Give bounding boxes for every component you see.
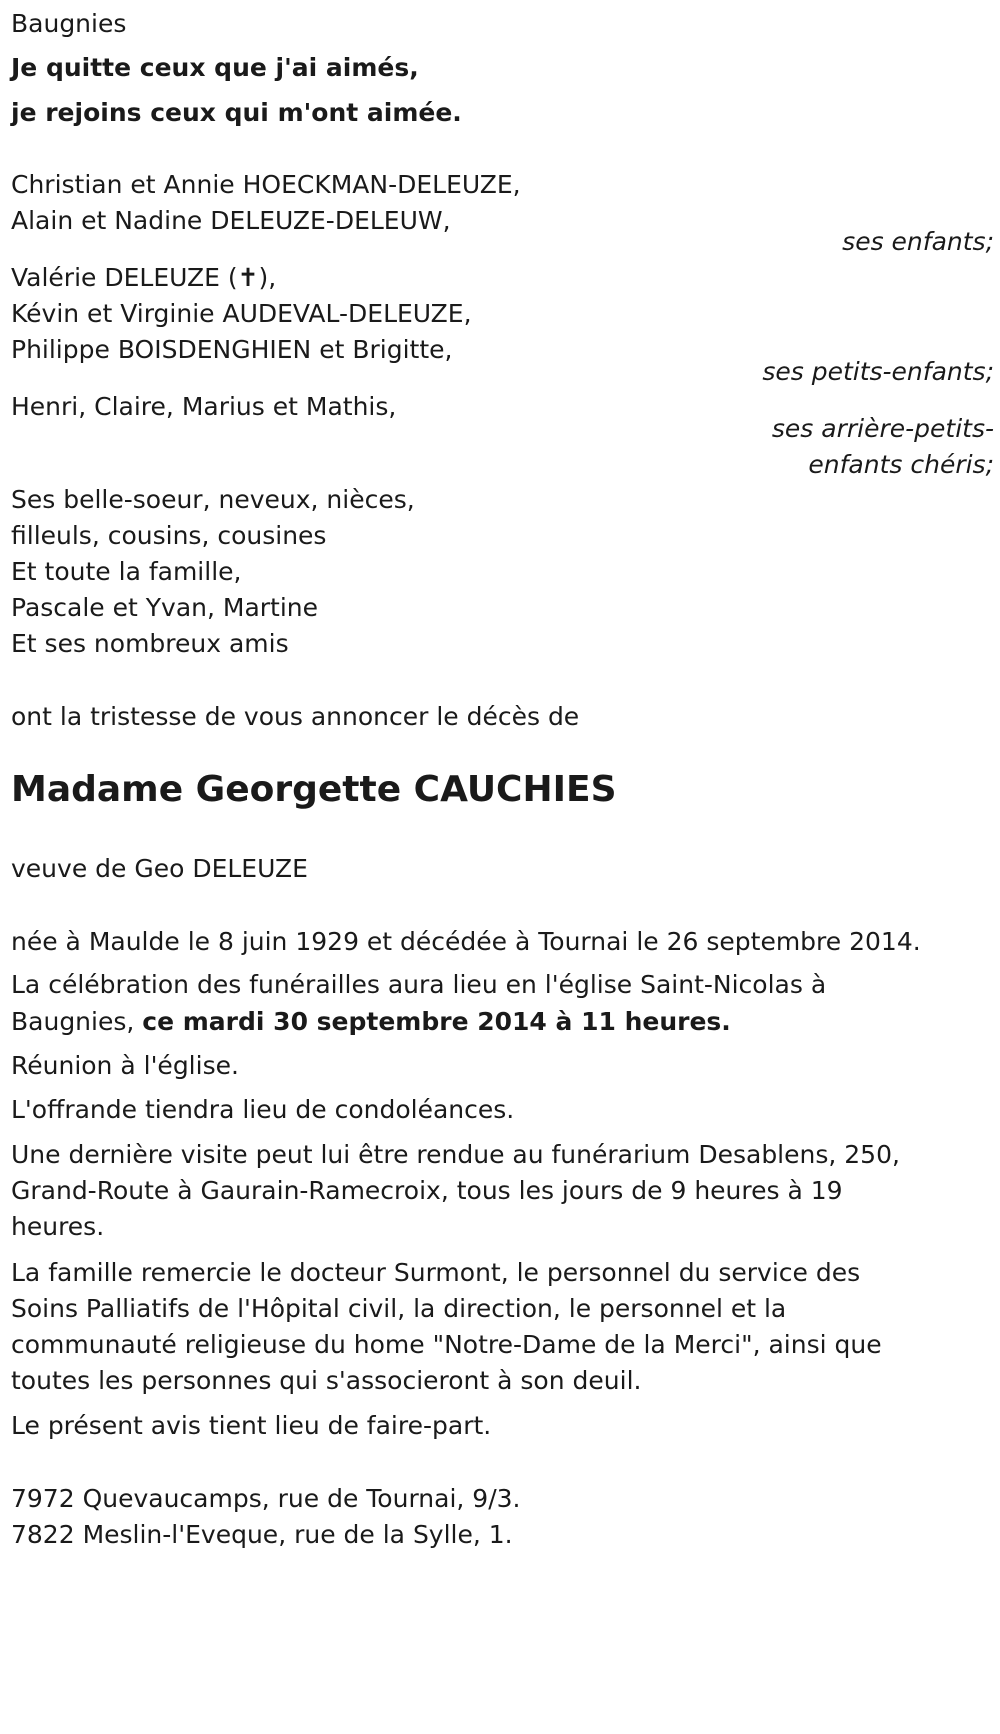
deceased-name: Madame Georgette CAUCHIES <box>11 769 617 810</box>
address-line: 7822 Meslin-l'Eveque, rue de la Sylle, 1. <box>11 1520 513 1549</box>
grandchild-name: Valérie DELEUZE (✝), <box>11 263 277 292</box>
child-name: Alain et Nadine DELEUZE-DELEUW, <box>11 206 451 235</box>
thanks-line: communauté religieuse du home "Notre-Dame de la Merci", ainsi que <box>11 1330 882 1359</box>
reunion: Réunion à l'église. <box>11 1051 239 1080</box>
other-family-line: Et toute la famille, <box>11 557 242 586</box>
other-family-line: Ses belle-soeur, neveux, nièces, <box>11 485 415 514</box>
other-family-line: Et ses nombreux amis <box>11 629 289 658</box>
location: Baugnies <box>11 9 127 38</box>
funeral-date: ce mardi 30 septembre 2014 à 11 heures. <box>142 1007 731 1036</box>
birth-death: née à Maulde le 8 juin 1929 et décédée à Tournai le 26 septembre 2014. <box>11 927 921 956</box>
child-name: Christian et Annie HOECKMAN-DELEUZE, <box>11 170 521 199</box>
quote-line-1: Je quitte ceux que j'ai aimés, <box>11 53 419 82</box>
great-grandchild-names: Henri, Claire, Marius et Mathis, <box>11 392 397 421</box>
address-line: 7972 Quevaucamps, rue de Tournai, 9/3. <box>11 1484 521 1513</box>
grandchild-name: Kévin et Virginie AUDEVAL-DELEUZE, <box>11 299 472 328</box>
widow-of: veuve de Geo DELEUZE <box>11 854 308 883</box>
great-grandchildren-role-line-2: enfants chéris; <box>808 450 994 479</box>
notice: Le présent avis tient lieu de faire-part. <box>11 1411 492 1440</box>
grandchild-name: Philippe BOISDENGHIEN et Brigitte, <box>11 335 453 364</box>
grandchildren-role: ses petits-enfants; <box>762 357 994 386</box>
visit-line: heures. <box>11 1212 105 1241</box>
funeral-line-1: La célébration des funérailles aura lieu en l'église Saint-Nicolas à <box>11 970 827 999</box>
thanks-line: Soins Palliatifs de l'Hôpital civil, la direction, le personnel et la <box>11 1294 787 1323</box>
quote-line-2: je rejoins ceux qui m'ont aimée. <box>11 98 462 127</box>
thanks-line: toutes les personnes qui s'associeront à son deuil. <box>11 1366 642 1395</box>
offering: L'offrande tiendra lieu de condoléances. <box>11 1095 515 1124</box>
other-family-line: filleuls, cousins, cousines <box>11 521 327 550</box>
visit-line: Une dernière visite peut lui être rendue au funérarium Desablens, 250, <box>11 1140 900 1169</box>
funeral-place: Baugnies, <box>11 1007 143 1036</box>
funeral-line-2 <box>11 1002 731 1042</box>
visit-line: Grand-Route à Gaurain-Ramecroix, tous les jours de 9 heures à 19 <box>11 1176 843 1205</box>
children-role: ses enfants; <box>842 227 994 256</box>
announcement: ont la tristesse de vous annoncer le décès de <box>11 702 580 731</box>
thanks-line: La famille remercie le docteur Surmont, le personnel du service des <box>11 1258 861 1287</box>
great-grandchildren-role-line-1: ses arrière-petits- <box>771 414 994 443</box>
other-family-line: Pascale et Yvan, Martine <box>11 593 319 622</box>
